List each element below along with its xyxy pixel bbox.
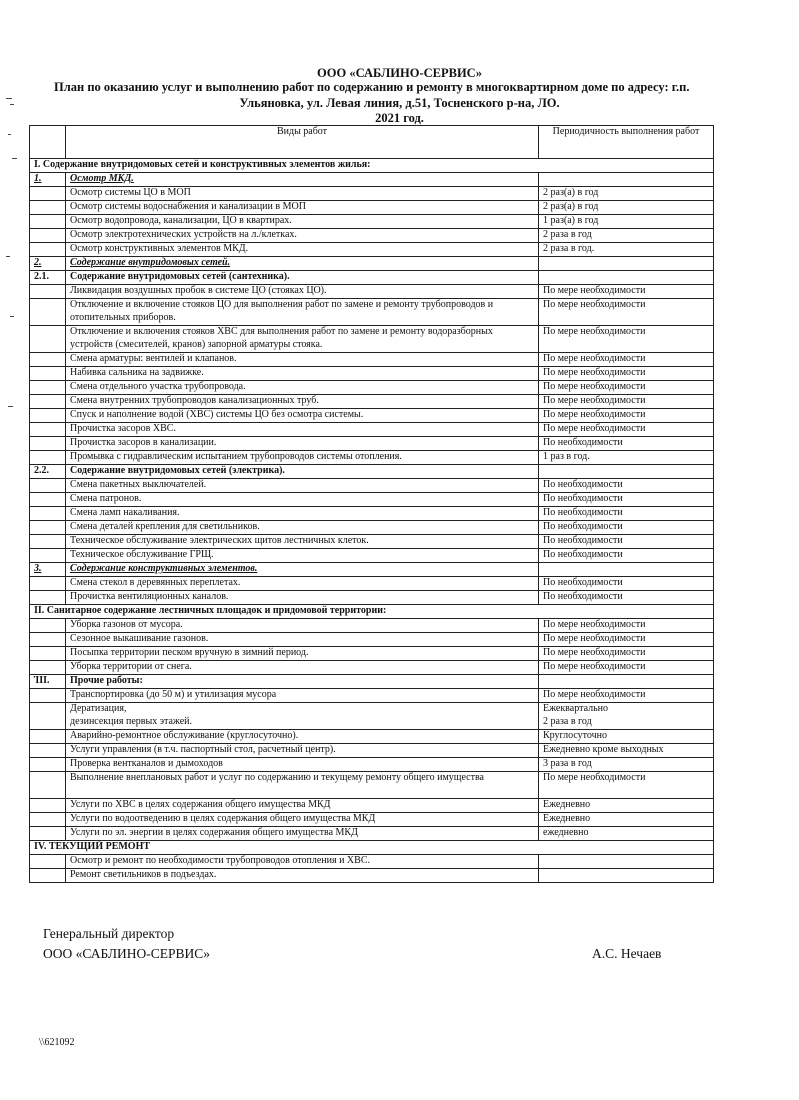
row-number	[30, 299, 66, 326]
work-name: Отключение и включения стояков ХВС для выполнения работ по замене и ремонту водоразборных устройств (смесителей, кранов) запорной арматуры стояка.	[66, 326, 539, 353]
row-number	[30, 744, 66, 758]
table-row	[30, 772, 714, 799]
work-name: Аварийно-ремонтное обслуживание (круглосуточно).	[66, 730, 539, 744]
row-number	[30, 730, 66, 744]
row-number	[30, 367, 66, 381]
row-number	[30, 353, 66, 367]
row-number	[30, 479, 66, 493]
work-name: Смена стекол в деревянных переплетах.	[66, 577, 539, 591]
table-row	[30, 367, 714, 381]
table-row	[30, 326, 714, 353]
subsection-row	[30, 675, 714, 689]
work-name: Услуги по эл. энергии в целях содержания общего имущества МКД	[66, 827, 539, 841]
table-header-row	[30, 126, 714, 159]
work-periodicity: По необходимости	[539, 493, 714, 507]
work-periodicity: По необходимости	[539, 507, 714, 521]
section-heading: I. Содержание внутридомовых сетей и конструктивных элементов жилья:	[30, 159, 714, 173]
work-name: Выполнение внеплановых работ и услуг по содержанию и текущему ремонту общего имущества	[66, 772, 539, 799]
row-number	[30, 549, 66, 563]
table-row	[30, 299, 714, 326]
work-periodicity	[539, 271, 714, 285]
work-periodicity: Ежеквартально 2 раза в год	[539, 703, 714, 730]
row-number	[30, 689, 66, 703]
work-periodicity: 3 раза в год	[539, 758, 714, 772]
work-name: Транспортировка (до 50 м) и утилизация мусора	[66, 689, 539, 703]
work-periodicity: По мере необходимости	[539, 423, 714, 437]
table-row	[30, 229, 714, 243]
work-periodicity: По мере необходимости	[539, 367, 714, 381]
row-number	[30, 409, 66, 423]
row-number: 1.	[30, 173, 66, 187]
work-name: Сезонное выкашивание газонов.	[66, 633, 539, 647]
row-number	[30, 423, 66, 437]
work-name: Осмотр водопровода, канализации, ЦО в квартирах.	[66, 215, 539, 229]
works-table	[29, 125, 714, 883]
row-number: 2.	[30, 257, 66, 271]
work-name: Осмотр и ремонт по необходимости трубопроводов отопления и ХВС.	[66, 855, 539, 869]
work-name: Осмотр МКД.	[66, 173, 539, 187]
row-number	[30, 285, 66, 299]
header-work-cell: Виды работ	[66, 126, 539, 159]
work-name: Промывка с гидравлическим испытанием трубопроводов системы отопления.	[66, 451, 539, 465]
subsection-row	[30, 271, 714, 285]
work-name: Смена деталей крепления для светильников.	[66, 521, 539, 535]
work-name: Прочие работы:	[66, 675, 539, 689]
work-name: Содержание внутридомовых сетей (сантехника).	[66, 271, 539, 285]
work-name: Прочистка засоров ХВС.	[66, 423, 539, 437]
row-number	[30, 437, 66, 451]
work-periodicity: По мере необходимости	[539, 326, 714, 353]
row-number: 2.2.	[30, 465, 66, 479]
table-row	[30, 437, 714, 451]
work-name: Осмотр системы водоснабжения и канализации в МОП	[66, 201, 539, 215]
signature-company: ООО «САБЛИНО-СЕРВИС»	[43, 946, 211, 961]
work-name: Содержание конструктивных элементов.	[66, 563, 539, 577]
work-name: Проверка вентканалов и дымоходов	[66, 758, 539, 772]
work-periodicity	[539, 563, 714, 577]
work-name: Посыпка территории песком вручную в зимний период.	[66, 647, 539, 661]
work-name: Набивка сальника на задвижке.	[66, 367, 539, 381]
table-row	[30, 353, 714, 367]
work-periodicity: По необходимости	[539, 549, 714, 563]
table-row	[30, 689, 714, 703]
row-number	[30, 229, 66, 243]
table-row	[30, 633, 714, 647]
work-name: Смена патронов.	[66, 493, 539, 507]
work-name: Уборка территории от снега.	[66, 661, 539, 675]
table-row	[30, 285, 714, 299]
row-number	[30, 647, 66, 661]
work-periodicity: По необходимости	[539, 479, 714, 493]
row-number	[30, 703, 66, 730]
work-periodicity: Ежедневно кроме выходных	[539, 744, 714, 758]
work-name: Содержание внутридомовых сетей (электрика).	[66, 465, 539, 479]
table-row	[30, 730, 714, 744]
work-name: Услуги по водоотведению в целях содержания общего имущества МКД	[66, 813, 539, 827]
row-number: 2.1.	[30, 271, 66, 285]
table-row	[30, 201, 714, 215]
work-periodicity: 2 раз(а) в год	[539, 201, 714, 215]
table-row	[30, 451, 714, 465]
subsection-row	[30, 465, 714, 479]
row-number	[30, 451, 66, 465]
work-periodicity: 1 раз(а) в год	[539, 215, 714, 229]
work-periodicity: По необходимости	[539, 591, 714, 605]
plan-title: План по оказанию услуг и выполнению работ по содержанию и ремонту в многоквартирном доме по адресу: г.п.	[54, 80, 690, 94]
table-row	[30, 827, 714, 841]
table-row	[30, 577, 714, 591]
table-row	[30, 758, 714, 772]
work-name: Уборка газонов от мусора.	[66, 619, 539, 633]
work-periodicity: По мере необходимости	[539, 285, 714, 299]
work-periodicity: По мере необходимости	[539, 689, 714, 703]
work-periodicity: По мере необходимости	[539, 381, 714, 395]
work-name: Смена арматуры: вентилей и клапанов.	[66, 353, 539, 367]
table-row	[30, 661, 714, 675]
section-heading-row	[30, 159, 714, 173]
work-name: Услуги управления (в т.ч. паспортный стол, расчетный центр).	[66, 744, 539, 758]
work-periodicity: По необходимости	[539, 577, 714, 591]
header-period-cell: Периодичность выполнения работ	[539, 126, 714, 159]
row-number	[30, 591, 66, 605]
work-periodicity: По мере необходимости	[539, 772, 714, 799]
row-number	[30, 243, 66, 257]
signature-title: Генеральный директор	[43, 926, 175, 941]
work-name: Смена ламп накаливания.	[66, 507, 539, 521]
section-heading: IV. ТЕКУЩИЙ РЕМОНТ	[30, 841, 714, 855]
table-row	[30, 187, 714, 201]
work-periodicity	[539, 675, 714, 689]
work-periodicity: Ежедневно	[539, 813, 714, 827]
work-name: Содержание внутридомовых сетей.	[66, 257, 539, 271]
row-number	[30, 758, 66, 772]
work-periodicity: По мере необходимости	[539, 299, 714, 326]
address-line: Ульяновка, ул. Левая линия, д.51, Тосненского р-на, ЛО.	[239, 96, 560, 110]
row-number	[30, 326, 66, 353]
work-name: Смена пакетных выключателей.	[66, 479, 539, 493]
work-name: Осмотр конструктивных элементов МКД.	[66, 243, 539, 257]
work-periodicity	[539, 465, 714, 479]
table-row	[30, 647, 714, 661]
table-row	[30, 591, 714, 605]
section-heading-row	[30, 841, 714, 855]
row-number	[30, 869, 66, 883]
row-number: 3.	[30, 563, 66, 577]
row-number: ΊΙΙ.	[30, 675, 66, 689]
row-number	[30, 493, 66, 507]
table-row	[30, 243, 714, 257]
work-name: Отключение и включение стояков ЦО для выполнения работ по замене и ремонту трубопроводов и отопительных приборов.	[66, 299, 539, 326]
row-number	[30, 381, 66, 395]
table-row	[30, 549, 714, 563]
row-number	[30, 661, 66, 675]
section-heading-row	[30, 605, 714, 619]
work-periodicity: По мере необходимости	[539, 633, 714, 647]
row-number	[30, 187, 66, 201]
table-row	[30, 813, 714, 827]
section-heading: II. Санитарное содержание лестничных площадок и придомовой территории:	[30, 605, 714, 619]
row-number	[30, 813, 66, 827]
work-periodicity	[539, 173, 714, 187]
work-name: Ликвидация воздушных пробок в системе ЦО (стояках ЦО).	[66, 285, 539, 299]
work-name: Спуск и наполнение водой (ХВС) системы ЦО без осмотра системы.	[66, 409, 539, 423]
row-number	[30, 201, 66, 215]
table-row	[30, 215, 714, 229]
subsection-row	[30, 563, 714, 577]
work-name: Ремонт светильников в подъездах.	[66, 869, 539, 883]
table-row	[30, 855, 714, 869]
table-row	[30, 799, 714, 813]
work-name: Техническое обслуживание ГРЩ.	[66, 549, 539, 563]
table-row	[30, 493, 714, 507]
work-periodicity: Ежедневно	[539, 799, 714, 813]
table-row	[30, 619, 714, 633]
work-periodicity: 1 раз в год.	[539, 451, 714, 465]
work-periodicity: 2 раз(а) в год	[539, 187, 714, 201]
work-name: Дератизация, дезинсекция первых этажей.	[66, 703, 539, 730]
header-num-cell	[30, 126, 66, 159]
work-periodicity: По мере необходимости	[539, 661, 714, 675]
work-periodicity: 2 раза в год	[539, 229, 714, 243]
work-periodicity: По мере необходимости	[539, 619, 714, 633]
work-periodicity	[539, 869, 714, 883]
scan-marks	[4, 96, 22, 436]
subsection-row	[30, 257, 714, 271]
work-periodicity: По необходимости	[539, 521, 714, 535]
table-row	[30, 521, 714, 535]
table-row	[30, 535, 714, 549]
work-name: Техническое обслуживание электрических щитов лестничных клеток.	[66, 535, 539, 549]
row-number	[30, 521, 66, 535]
table-row	[30, 869, 714, 883]
work-periodicity	[539, 855, 714, 869]
table-row	[30, 479, 714, 493]
row-number	[30, 827, 66, 841]
work-periodicity	[539, 257, 714, 271]
work-periodicity: Круглосуточно	[539, 730, 714, 744]
work-periodicity: По необходимости	[539, 437, 714, 451]
table-row	[30, 381, 714, 395]
row-number	[30, 395, 66, 409]
work-name: Услуги по ХВС в целях содержания общего имущества МКД	[66, 799, 539, 813]
row-number	[30, 577, 66, 591]
document-code: \\621092	[39, 1037, 75, 1048]
table-row	[30, 703, 714, 730]
table-row	[30, 395, 714, 409]
work-name: Смена внутренних трубопроводов канализационных труб.	[66, 395, 539, 409]
work-name: Осмотр системы ЦО в МОП	[66, 187, 539, 201]
row-number	[30, 535, 66, 549]
table-row	[30, 744, 714, 758]
row-number	[30, 855, 66, 869]
work-periodicity: По мере необходимости	[539, 409, 714, 423]
row-number	[30, 633, 66, 647]
work-periodicity: По необходимости	[539, 535, 714, 549]
work-name: Смена отдельного участка трубопровода.	[66, 381, 539, 395]
table-row	[30, 409, 714, 423]
row-number	[30, 215, 66, 229]
table-row	[30, 423, 714, 437]
company-title: ООО «САБЛИНО-СЕРВИС»	[317, 66, 482, 80]
work-periodicity: 2 раза в год.	[539, 243, 714, 257]
table-row	[30, 507, 714, 521]
work-periodicity: По мере необходимости	[539, 395, 714, 409]
row-number	[30, 619, 66, 633]
subsection-row	[30, 173, 714, 187]
signature-name: А.С. Нечаев	[592, 946, 662, 961]
work-name: Прочистка вентиляционных каналов.	[66, 591, 539, 605]
work-periodicity: ежедневно	[539, 827, 714, 841]
row-number	[30, 507, 66, 521]
work-periodicity: По мере необходимости	[539, 353, 714, 367]
row-number	[30, 772, 66, 799]
work-name: Осмотр электротехнических устройств на л./клетках.	[66, 229, 539, 243]
row-number	[30, 799, 66, 813]
year-line: 2021 год.	[375, 111, 424, 125]
work-name: Прочистка засоров в канализации.	[66, 437, 539, 451]
work-periodicity: По мере необходимости	[539, 647, 714, 661]
